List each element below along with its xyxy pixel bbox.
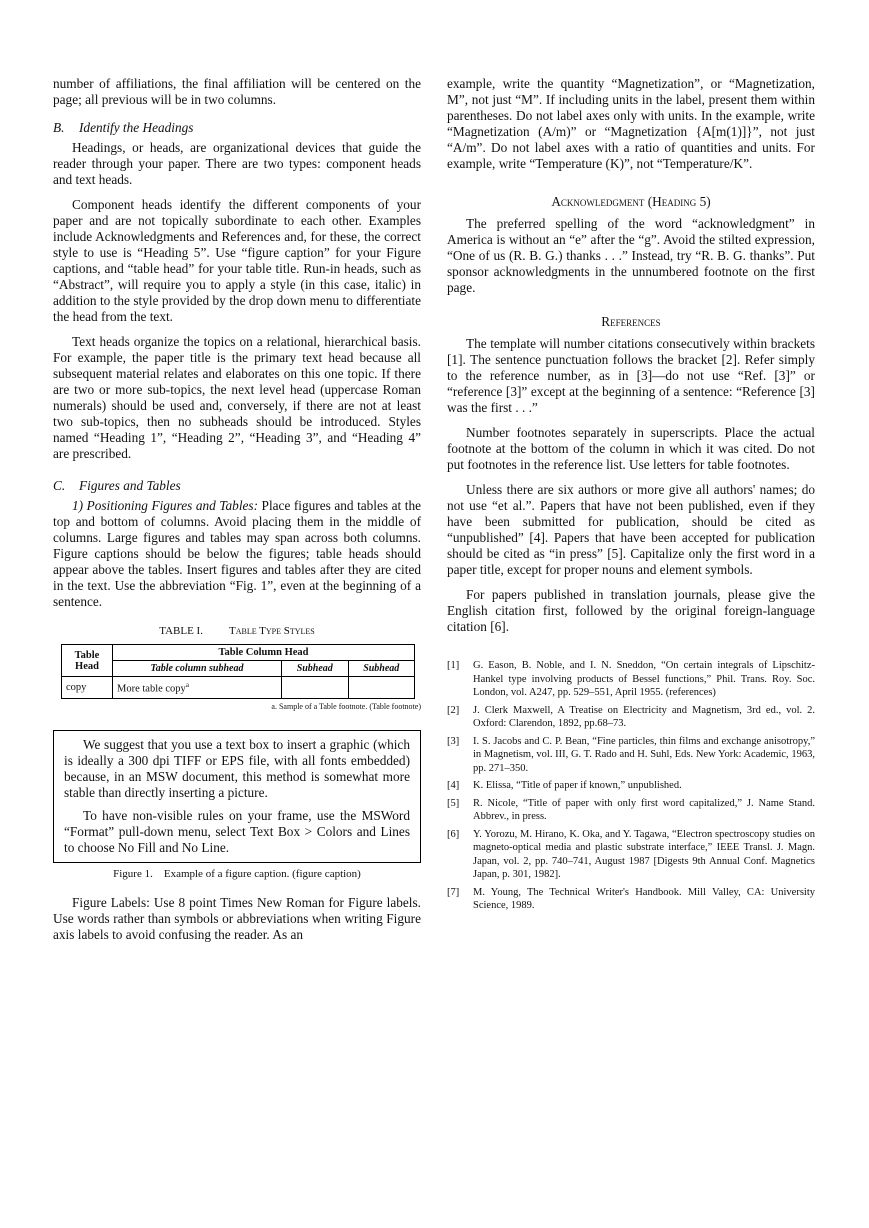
reference-item bbox=[447, 735, 815, 776]
table-subhead: Subhead bbox=[282, 661, 349, 677]
figure-text-box bbox=[53, 730, 421, 863]
body-paragraph: Text heads organize the topics on a relational, hierarchical basis. For example, the paper title is the primary text head because all subsequent material relates and elaborates on this one topic. If there are two or more sub-topics, the next level head (uppercase Roman numerals) should be used and, conversely, if there are not at least two sub-topics, then no subheads should be introduced. Styles named “Heading 1”, “Heading 2”, “Heading 3”, and “Heading 4” are prescribed. bbox=[53, 334, 421, 461]
paragraph-text: Place figures and tables at the top and bottom of columns. Avoid placing them in the middle of columns. Large figures and tables may span across both columns. Figure captions should be below the figures; table heads should appear above the tables. Insert figures and tables after they are cited in the text. Use the abbreviation “Fig. 1”, even at the beginning of a sentence. bbox=[53, 498, 421, 609]
table-title: Table Type Styles bbox=[228, 625, 315, 637]
reference-item bbox=[447, 828, 815, 882]
table-caption bbox=[53, 624, 421, 638]
section-number: C. bbox=[53, 478, 66, 493]
section-title: Figures and Tables bbox=[79, 478, 181, 493]
section-heading-c bbox=[53, 478, 421, 494]
figure-caption: Figure 1. Example of a figure caption. (figure caption) bbox=[113, 868, 361, 880]
reference-number: [3] bbox=[447, 735, 460, 747]
references-heading: References bbox=[601, 314, 661, 329]
table-cell: copy bbox=[62, 677, 113, 699]
figure-box-paragraph: To have non-visible rules on your frame, use the MSWord “Format” pull-down menu, select Text Box > Colors and Lines to choose No Fill and No Line. bbox=[64, 808, 410, 855]
acknowledgment-heading: Acknowledgment (Heading 5) bbox=[551, 194, 711, 209]
left-column bbox=[53, 76, 421, 952]
reference-number: [2] bbox=[447, 704, 460, 716]
reference-item bbox=[447, 779, 815, 793]
reference-number: [6] bbox=[447, 828, 460, 840]
section-heading-b bbox=[53, 120, 421, 136]
table-cell bbox=[348, 677, 415, 699]
table-label: TABLE I. bbox=[159, 625, 203, 637]
section-title: Identify the Headings bbox=[79, 120, 194, 135]
body-paragraph: example, write the quantity “Magnetization”, or “Magnetization, M”, not just “M”. If including units in the label, present them within parentheses. Do not label axes only with units. In the example, write “Magnetization (A/m)” or “Magnetization {A[m(1)]}”, not just “A/m”. Do not label axes with a ratio of quantities and units. For example, write “Temperature (K)”, not “Temperature/K”. bbox=[447, 76, 815, 171]
body-paragraph: The preferred spelling of the word “acknowledgment” in America is without an “e” after the “g”. Avoid the stilted expression, “One of us (R. B. G.) thanks . . .” Instead, try “R. B. G. thanks”. Put sponsor acknowledgments in the unnumbered footnote on the first page. bbox=[447, 216, 815, 295]
table-column-head: Table Column Head bbox=[113, 645, 415, 661]
body-paragraph: Unless there are six authors or more give all authors' names; do not use “et al.”. Papers that have not been published, even if they have been submitted for publication, should be cited as “unpublished” [4]. Papers that have been accepted for publication should be cited as “in press” [5]. Capitalize only the first word in a paper title, except for proper nouns and element symbols. bbox=[447, 482, 815, 577]
body-paragraph: For papers published in translation journals, please give the English citation first, followed by the original foreign-language citation [6]. bbox=[447, 587, 815, 634]
footnote-marker: a bbox=[185, 680, 189, 689]
table-type-styles bbox=[61, 644, 415, 699]
body-paragraph: Headings, or heads, are organizational devices that guide the reader through your paper. There are two types: component heads and text heads. bbox=[53, 140, 421, 187]
reference-text: R. Nicole, “Title of paper with only first word capitalized,” J. Name Stand. Abbrev., in press. bbox=[473, 797, 815, 822]
reference-text: G. Eason, B. Noble, and I. N. Sneddon, “On certain integrals of Lipschitz-Hankel type involving products of Bessel functions,” Phil. Trans. Roy. Soc. London, vol. A247, pp. 529–551, April 1955. (references) bbox=[473, 660, 815, 698]
reference-item bbox=[447, 704, 815, 731]
reference-item bbox=[447, 886, 815, 913]
reference-number: [7] bbox=[447, 886, 460, 898]
body-paragraph: Figure Labels: Use 8 point Times New Roman for Figure labels. Use words rather than symbols or abbreviations when writing Figure axis labels to avoid confusing the reader. As an bbox=[53, 895, 421, 942]
reference-text: J. Clerk Maxwell, A Treatise on Electricity and Magnetism, 3rd ed., vol. 2. Oxford: Clarendon, 1892, pp.68–73. bbox=[473, 704, 815, 729]
table-cell bbox=[282, 677, 349, 699]
table-cell-text: More table copy bbox=[117, 683, 186, 695]
reference-list bbox=[447, 659, 815, 913]
reference-item bbox=[447, 659, 815, 700]
table-head-cell: Table Head bbox=[62, 645, 113, 677]
right-column bbox=[447, 76, 815, 917]
figure-box-paragraph: We suggest that you use a text box to insert a graphic (which is ideally a 300 dpi TIFF or EPS file, with all fonts embedded) because, in an MSW document, this method is somewhat more stable than directly inserting a picture. bbox=[64, 737, 410, 800]
reference-item bbox=[447, 797, 815, 824]
section-number: B. bbox=[53, 120, 65, 135]
reference-number: [5] bbox=[447, 797, 460, 809]
reference-number: [4] bbox=[447, 780, 460, 791]
table-subhead: Table column subhead bbox=[113, 661, 282, 677]
table-subhead: Subhead bbox=[348, 661, 415, 677]
body-paragraph: Component heads identify the different components of your paper and are not topically subordinate to each other. Examples include Acknowledgments and References and, for these, the correct style to use is “Heading 5”. Use “figure caption” for your Figure captions, and “table head” for your table title. Run-in heads, such as “Abstract”, will require you to apply a style (in this case, italic) in addition to the style provided by the drop down menu to differentiate the head from the text. bbox=[53, 197, 421, 324]
reference-text: Y. Yorozu, M. Hirano, K. Oka, and Y. Tagawa, “Electron spectroscopy studies on magneto-optical media and plastic substrate interface,” IEEE Transl. J. Magn. Japan, vol. 2, pp. 740–741, August 1987 [Digests 9th Annual Conf. Magnetics Japan, p. 301, 1982]. bbox=[473, 828, 815, 880]
run-in-heading: 1) Positioning Figures and Tables: bbox=[72, 498, 259, 513]
intro-paragraph: number of affiliations, the final affiliation will be centered on the page; all previous will be in two columns. bbox=[53, 76, 421, 107]
reference-text: I. S. Jacobs and C. P. Bean, “Fine particles, thin films and exchange anisotropy,” in Magnetism, vol. III, G. T. Rado and H. Suhl, Eds. New York: Academic, 1963, pp. 271–350. bbox=[473, 735, 815, 774]
table-cell bbox=[113, 677, 282, 699]
reference-text: K. Elissa, “Title of paper if known,” unpublished. bbox=[473, 780, 682, 791]
table-footnote: a. Sample of a Table footnote. (Table footnote) bbox=[271, 702, 421, 711]
body-paragraph bbox=[53, 498, 421, 610]
reference-text: M. Young, The Technical Writer's Handbook. Mill Valley, CA: University Science, 1989. bbox=[473, 886, 815, 911]
reference-number: [1] bbox=[447, 660, 460, 671]
body-paragraph: The template will number citations consecutively within brackets [1]. The sentence punctuation follows the bracket [2]. Refer simply to the reference number, as in [3]—do not use “Ref. [3]” or “reference [3]” except at the beginning of a sentence: “Reference [3] was the first . . .” bbox=[447, 336, 815, 415]
body-paragraph: Number footnotes separately in superscripts. Place the actual footnote at the bottom of the column in which it was cited. Do not put footnotes in the reference list. Use letters for table footnotes. bbox=[447, 425, 815, 472]
